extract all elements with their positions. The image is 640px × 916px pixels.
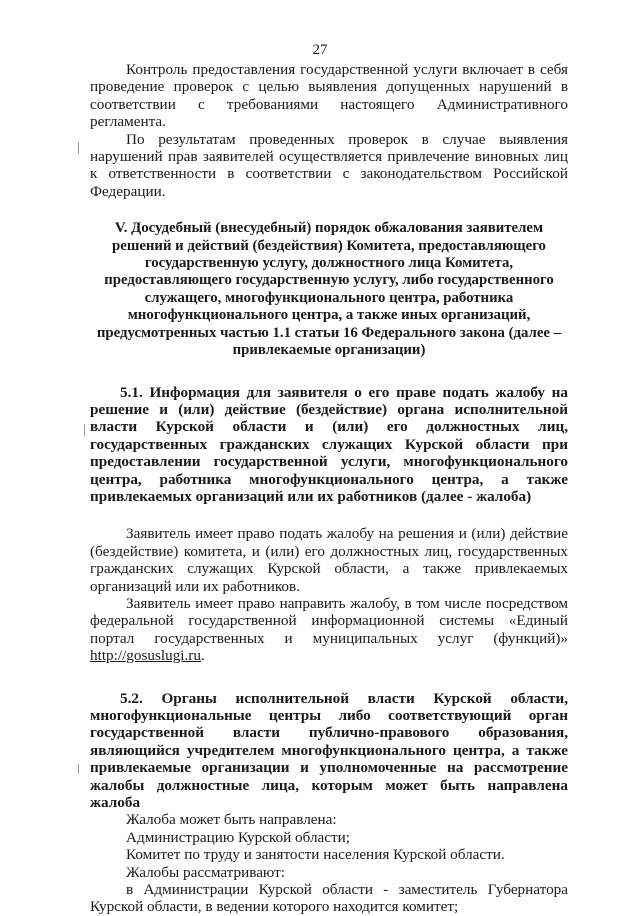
paragraph-control-results: По результатам проведенных проверок в случае выявления нарушений прав заявителей осуществляется привлечение виновных лиц к ответственности в соответствии с законодательством Российской Федерации.: [90, 130, 568, 200]
page-number: 27: [312, 42, 328, 58]
paragraph-right-to-complain: Заявитель имеет право подать жалобу на решения и (или) действие (бездействие) комитета, и (или) его должностных лиц, государственных гражданских служащих Курской области, а также привлекаемых организаций или их работников.: [90, 525, 568, 595]
paragraph-deputy-governor: в Администрации Курской области - заместитель Губернатора Курской области, в ведении которого находится комитет;: [90, 881, 568, 916]
scan-mark: [84, 424, 85, 436]
paragraph-control-intro: Контроль предоставления государственной услуги включает в себя проведение проверок с целью выявления допущенных нарушений в соответствии с требованиями настоящего Административного регламента.: [90, 61, 568, 131]
paragraph-complaint-sent: Жалоба может быть направлена:: [126, 811, 337, 829]
gosuslugi-link[interactable]: http://gosuslugi.ru: [90, 647, 201, 665]
subsection-heading-5-1: 5.1. Информация для заявителя о его праве подать жалобу на решение и (или) действие (бездействие) органа исполнительной власти Курской области и (или) его должностных лиц, государственных гражданских служащих Курской области при предоставлении государственной услуги, многофункционального центра, работника многофункционального центра, а также привлекаемых организаций или их работников (далее - жалоба): [90, 383, 568, 505]
paragraph-reviewed-by: Жалобы рассматривают:: [126, 863, 285, 881]
subsection-heading-5-2: 5.2. Органы исполнительной власти Курской области, многофункциональные центры либо соответствующий орган государственной власти публично-правового образования, являющийся учредителем многофункционального центра, а также привлекаемые организации и уполномоченные на рассмотрение жалобы должностные лица, которым может быть направлена жалоба: [90, 689, 568, 812]
scan-mark: [78, 142, 79, 154]
paragraph-administration: Администрацию Курской области;: [126, 828, 351, 846]
paragraph-committee: Комитет по труду и занятости населения Курской области.: [126, 846, 505, 864]
scan-mark: [78, 764, 79, 774]
portal-text: Заявитель имеет право направить жалобу, в том числе посредством федеральной государственной информационной системы «Единый портал государственных и муниципальных услуг (функций)»: [90, 594, 568, 647]
paragraph-portal: [90, 595, 568, 665]
page-body: [90, 61, 568, 916]
section-heading-v: V. Досудебный (внесудебный) порядок обжалования заявителем решений и действий (бездействия) Комитета, предоставляющего государственную услугу, должностного лица Комитета, предоставляющего государственную услугу, либо государственного служащего, многофункционального центра, работника многофункционального центра, а также иных организаций, предусмотренных частью 1.1 статьи 16 Федерального закона (далее – привлекаемые организации): [96, 220, 562, 359]
portal-text-end: .: [200, 647, 205, 665]
